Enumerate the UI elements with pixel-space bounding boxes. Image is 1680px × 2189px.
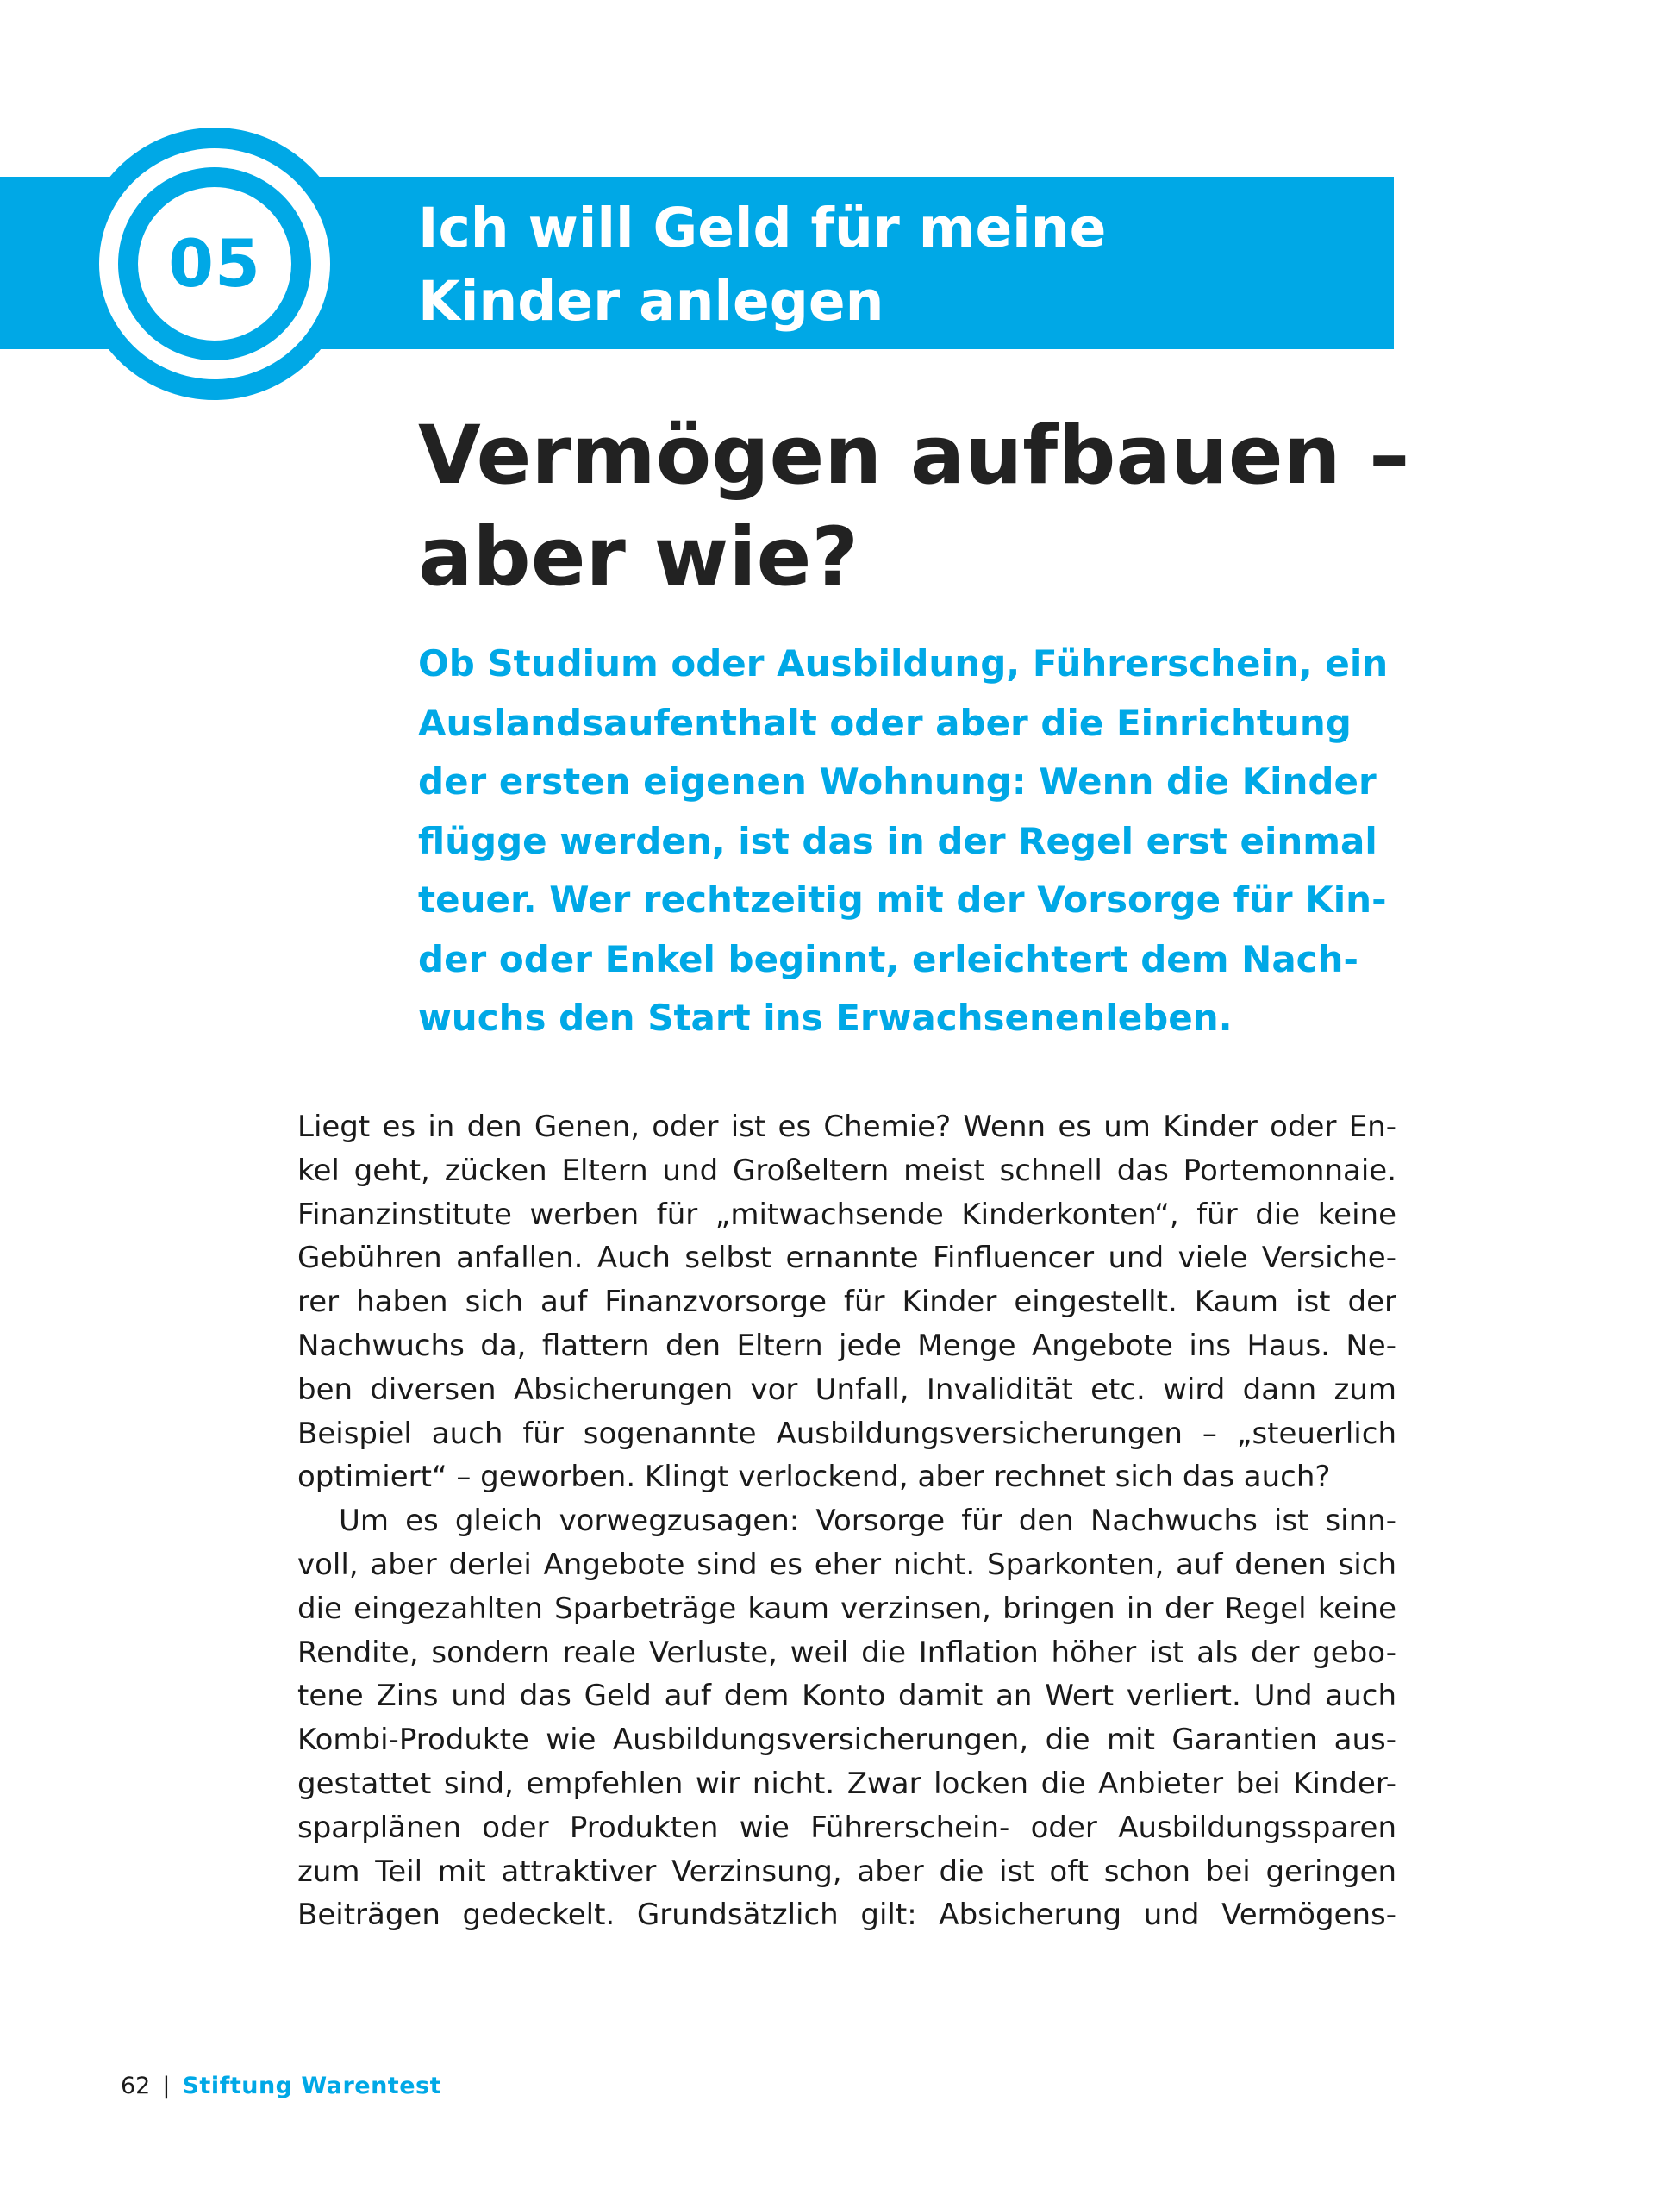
chapter-title <box>418 191 1366 338</box>
chapter-title-line: Kinder anlegen <box>418 270 884 333</box>
lead-line: teuer. Wer rechtzeitig mit der Vorsorge für Kin- <box>418 879 1387 921</box>
body-line: Finanzinstitute werben für „mitwachsende Kinderkonten“, für die keine <box>297 1197 1396 1232</box>
lead-line: wuchs den Start ins Erwachsenenleben. <box>418 997 1233 1039</box>
page-footer <box>121 2069 441 2104</box>
body-line: kel geht, zücken Eltern und Großeltern meist schnell das Portemonnaie. <box>297 1153 1396 1188</box>
lead-line: Ob Studium oder Ausbildung, Führerschein, ein <box>418 642 1389 685</box>
chapter-number-badge <box>73 122 356 405</box>
lead-line: Auslandsaufenthalt oder aber die Einrichtung <box>418 701 1352 744</box>
body-line: tene Zins und das Geld auf dem Konto damit an Wert verliert. Und auch <box>297 1679 1396 1714</box>
body-line: sparplänen oder Produkten wie Führerschein- oder Ausbildungssparen <box>297 1810 1396 1845</box>
body-line: voll, aber derlei Angebote sind es eher nicht. Sparkonten, auf denen sich <box>297 1547 1396 1582</box>
chapter-number: 05 <box>168 225 261 302</box>
body-line: rer haben sich auf Finanzvorsorge für Kinder eingestellt. Kaum ist der <box>297 1285 1396 1320</box>
lead-line: der ersten eigenen Wohnung: Wenn die Kinder <box>418 760 1377 803</box>
page-number: 62 <box>121 2073 151 2099</box>
chapter-title-line: Ich will Geld für meine <box>418 197 1107 260</box>
lead-line: der oder Enkel beginnt, erleichtert dem Nach- <box>418 937 1358 980</box>
body-line: gestattet sind, empfehlen wir nicht. Zwar locken die Anbieter bei Kinder- <box>297 1766 1396 1801</box>
body-line: Nachwuchs da, flattern den Eltern jede Menge Angebote ins Haus. Ne- <box>297 1328 1396 1363</box>
body-line: zum Teil mit attraktiver Verzinsung, aber die ist oft schon bei geringen <box>297 1854 1396 1889</box>
body-line: Rendite, sondern reale Verluste, weil die Inflation höher ist als der gebo- <box>297 1635 1396 1670</box>
body-line: Beiträgen gedeckelt. Grundsätzlich gilt: Absicherung und Vermögens- <box>297 1898 1396 1933</box>
body-line: die eingezahlten Sparbeträge kaum verzinsen, bringen in der Regel keine <box>297 1591 1396 1626</box>
body-line: Gebühren anfallen. Auch selbst ernannte Finfluencer und viele Versiche- <box>297 1241 1396 1276</box>
body-line: Liegt es in den Genen, oder ist es Chemie? Wenn es um Kinder oder En- <box>297 1110 1396 1144</box>
body-line: Beispiel auch für sogenannte Ausbildungsversicherungen – „steuerlich <box>297 1416 1396 1451</box>
footer-separator: | <box>162 2073 171 2099</box>
body-line: Kombi-Produkte wie Ausbildungsversicherungen, die mit Garantien aus- <box>297 1723 1396 1758</box>
body-line: Um es gleich vorwegzusagen: Vorsorge für den Nachwuchs ist sinn- <box>339 1504 1396 1539</box>
lead-paragraph <box>418 635 1409 1048</box>
headline-line: aber wie? <box>418 510 859 604</box>
lead-line: flügge werden, ist das in der Regel erst einmal <box>418 819 1377 862</box>
body-line: ben diversen Absicherungen vor Unfall, Invalidität etc. wird dann zum <box>297 1372 1396 1407</box>
headline-line: Vermögen aufbauen – <box>418 409 1410 503</box>
publisher-name: Stiftung Warentest <box>182 2073 441 2099</box>
body-text <box>297 1105 1396 1937</box>
body-line: optimiert“ – geworben. Klingt verlockend, aber rechnet sich das auch? <box>297 1460 1331 1495</box>
page-headline <box>418 405 1452 609</box>
